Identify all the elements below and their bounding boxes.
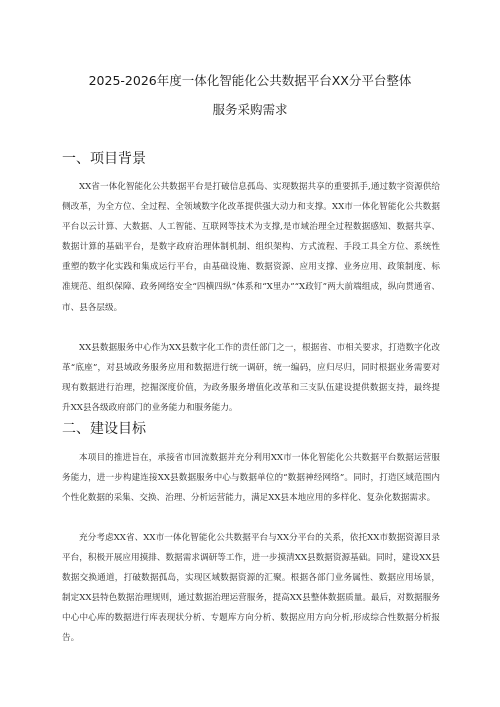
- section-heading-background: 一、项目背景: [62, 151, 146, 167]
- paragraph-goals-2: 充分考虑XX省、XX市一体化智能化公共数据平台与XX分平台的关系，依托XX市数据资源目录平台，积极开展应用摸排、数据需求调研等工作，进一步摸清XX县数据资源基础。同时，建设XX县数据交换通道，打破数据孤岛，实现区域数据资源的汇聚。根据各部门业务属性、数据应用场景，制定XX县特色数据治理规则，通过数据治理运营服务，提高XX县整体数据质量。最后，对数据服务中心中心库的数据进行库表现状分析、专题库方向分析、数据应用方向分析,形成综合性数据分析报告。: [62, 533, 440, 644]
- paragraph-goals-1: 本项目的推进旨在，承接省市回流数据并充分利用XX市一体化智能化公共数据平台数据运营服务能力，进一步构建连接XX县数据服务中心与数据单位的“数据神经网络”。同时，打造区域范围内个性化数据的采集、交换、治理、分析运营能力，满足XX县本地应用的多样化、复杂化数据需求。: [62, 453, 440, 504]
- section-heading-goals: 二、建设目标: [62, 421, 146, 437]
- document-title-line1: 2025-2026年度一体化智能化公共数据平台XX分平台整体: [88, 73, 412, 88]
- paragraph-background-2: XX县数据服务中心作为XX县数字化工作的责任部门之一，根据省、市相关要求，打造数字化改革“底座”，对县域政务服务应用和数据进行统一调研，统一编码，应归尽归，同时根据业务需要对现有数据进行治理，挖掘深度价值，为政务服务增值化改革和三支队伍建设提供数据支持，最终提升XX县各级政府部门的业务能力和服务能力。: [62, 343, 440, 414]
- document-title-line2: 服务采购需求: [212, 102, 288, 117]
- paragraph-background-1: XX省一体化智能化公共数据平台是打破信息孤岛、实现数据共享的重要抓手,通过数字资源供给侧改革，为全方位、全过程、全领域数字化改革提供强大动力和支撑。XX市一体化智能化公共数据平台以云计算、大数据、人工智能、互联网等技术为支撑,是市域治理全过程数据感知、数据共享、数据计算的基础平台，是数字政府治理体制机制、组织架构、方式流程、手段工具全方位、系统性重塑的数字化实践和集成运行平台，由基础设施、数据资源、应用支撑、业务应用、政策制度、标准规范、组织保障、政务网络安全“四横四纵”体系和“X里办”“X政钉”两大前端组成，纵向贯通省、市、县各层级。: [62, 182, 440, 313]
